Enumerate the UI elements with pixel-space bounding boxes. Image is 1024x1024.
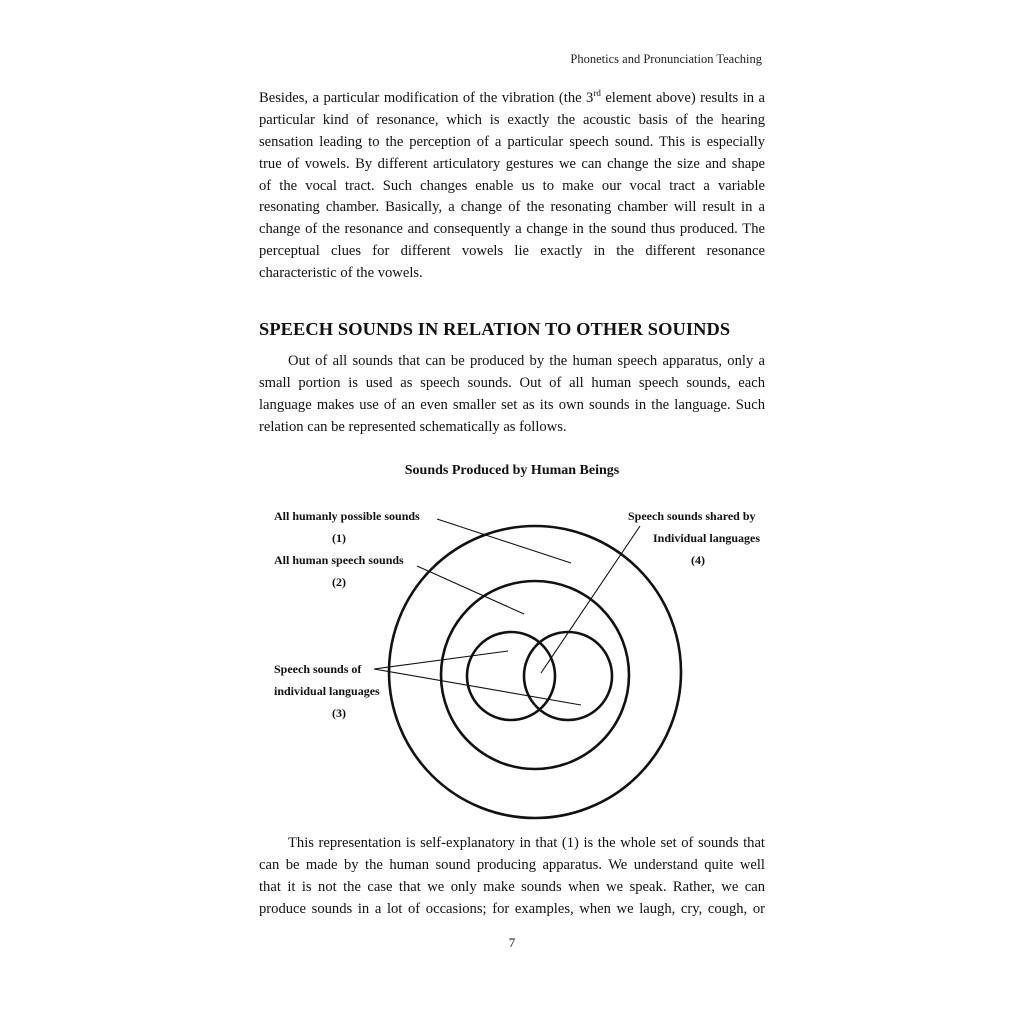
circle-language-a [467,632,555,720]
circle-human-speech-sounds [441,581,629,769]
running-header: Phonetics and Pronunciation Teaching [570,52,762,66]
label-shared-speech-sounds: Speech sounds shared by [628,509,756,523]
label-shared-individual-languages: Individual languages [653,531,761,545]
paragraph-line: produce sounds in a lot of occasions; for examples, when we laugh, cry, cough, or [259,900,765,917]
label-speech-sounds-of: Speech sounds of [274,662,362,676]
label-number-2: (2) [332,575,346,589]
label-number-3: (3) [332,706,346,720]
label-number-1: (1) [332,531,346,545]
label-all-possible-sounds: All humanly possible sounds [274,509,420,523]
leader-line-3b [374,669,581,705]
paragraph-self-explanatory [259,833,765,921]
label-individual-languages: individual languages [274,684,380,698]
paragraph-line: sensation leading to the perception of a particular speech sound. This is especially [259,133,765,150]
paragraph-line: resonating chamber. Basically, a change of the resonating chamber will result in a [259,199,765,216]
paragraph-line: relation can be represented schematically as follows. [259,418,567,435]
label-all-speech-sounds: All human speech sounds [274,553,404,567]
paragraph-line: Out of all sounds that can be produced by the human speech apparatus, only a [288,353,765,369]
figure-title: Sounds Produced by Human Beings [404,463,620,478]
paragraph-line: of the vocal tract. Such changes enable us to make our vocal tract a variable [259,177,765,194]
paragraph-line: change of the resonance and consequently a change in the sound thus produced. The [259,221,765,238]
paragraph-line: that it is not the case that we only make sounds when we speak. Rather, we can [259,878,765,895]
paragraph-line: small portion is used as speech sounds. Out of all human speech sounds, each [259,374,765,391]
paragraph-line: language makes use of an even smaller set as its own sounds in the language. Such [259,396,765,413]
paragraph-line: characteristic of the vowels. [259,265,423,282]
label-number-4: (4) [691,553,705,567]
page-number: 7 [508,935,516,950]
paragraph-line: This representation is self-explanatory in that (1) is the whole set of sounds that [288,835,765,851]
paragraph-line: true of vowels. By different articulatory gestures we can change the size and shape [259,155,765,172]
circle-all-possible-sounds [389,526,681,818]
paragraph-line: Besides, a particular modification of the vibration (the 3rd element above) results in a [259,88,765,106]
paragraph-line: can be made by the human sound producing apparatus. We understand quite well [259,856,765,873]
paragraph-line: perceptual clues for different vowels lie exactly in the different resonance [259,243,765,260]
circle-language-b [524,632,612,720]
section-heading: SPEECH SOUNDS IN RELATION TO OTHER SOUINDS [259,319,731,339]
paragraph-line: particular kind of resonance, which is exactly the acoustic basis of the hearing [259,111,765,128]
